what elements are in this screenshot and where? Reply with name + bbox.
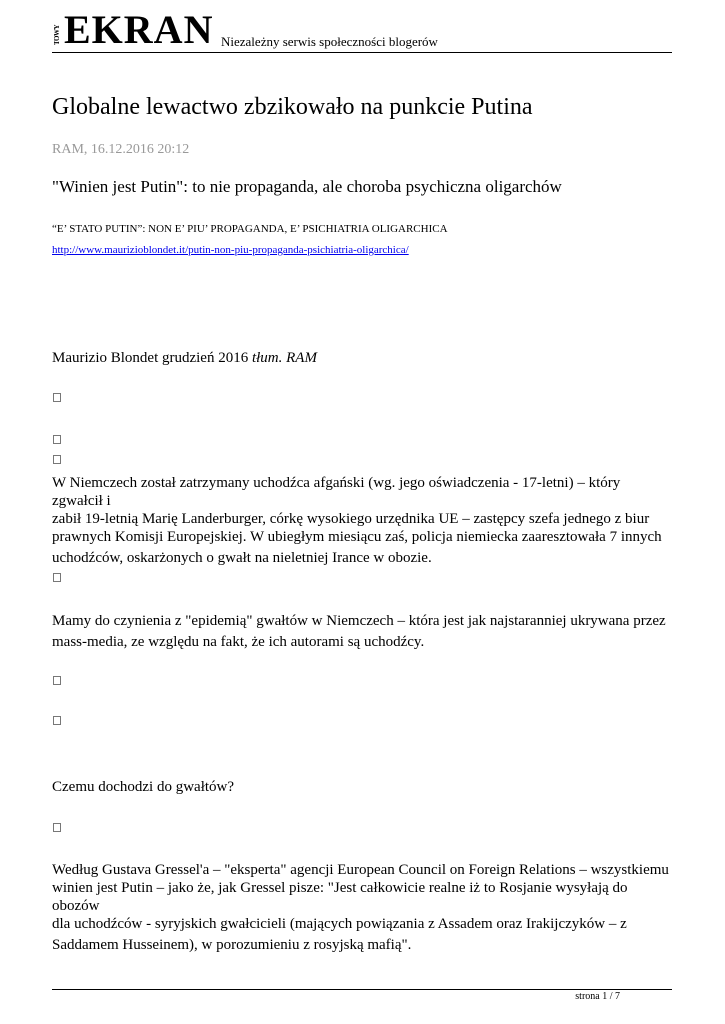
header-divider — [52, 52, 672, 53]
site-tagline: Niezależny serwis społeczności blogerów — [221, 34, 438, 49]
source-link[interactable]: http://www.maurizioblondet.it/putin-non-piu-propaganda-psichiatria-oligarchica/ — [52, 244, 409, 256]
paragraph-line: W Niemczech został zatrzymany uchodźca afgański (wg. jego oświadczenia - 17-letni) – który zgwałcił i — [52, 475, 621, 509]
paragraph-line: dla uchodźców - syryjskich gwałcicieli (mających powiązania z Assadem oraz Irakijczyków – z — [52, 916, 627, 932]
footer-divider — [52, 989, 672, 990]
byline-translator: tłum. RAM — [251, 350, 317, 366]
logo-small-text: TOWY — [53, 24, 61, 46]
paragraph-line: Według Gustava Gressel'a – "eksperta" agencji European Council on Foreign Relations – wszystkiemu — [52, 862, 669, 878]
page-number: strona 1 / 7 — [575, 991, 620, 1002]
paragraph-2 — [52, 612, 670, 651]
paragraph-line: winien jest Putin – jako że, jak Gressel pisze: "Jest całkowicie realne iż to Rosjanie wysyłają do obozów — [52, 880, 628, 914]
paragraph-line: Saddamem Husseinem), w porozumieniu z rosyjską mafią". — [52, 937, 412, 953]
image-placeholder-icon — [53, 676, 61, 685]
paragraph-line: mass-media, ze względu na fakt, że ich autorami są uchodźcy. — [52, 634, 425, 650]
byline-author: Maurizio Blondet grudzień 2016 — [52, 350, 252, 366]
image-placeholder-icon — [53, 455, 61, 464]
paragraph-1 — [52, 474, 670, 567]
article-meta: RAM, 16.12.2016 20:12 — [52, 142, 190, 157]
paragraph-3: Czemu dochodzi do gwałtów? — [52, 779, 235, 795]
paragraph-4 — [52, 861, 670, 954]
article-lead: "Winien jest Putin": to nie propaganda, ale choroba psychiczna oligarchów — [52, 177, 562, 196]
image-placeholder-icon — [53, 393, 61, 402]
article-byline — [52, 350, 317, 367]
paragraph-line: zabił 19-letnią Marię Landerburger, córkę wysokiego urzędnika UE – zastępcy szefa jednego z biur — [52, 511, 650, 527]
image-placeholder-icon — [53, 435, 61, 444]
article-title: Globalne lewactwo zbzikowało na punkcie Putina — [52, 94, 533, 120]
paragraph-line: prawnych Komisji Europejskiej. W ubiegłym miesiącu zaś, policja niemiecka zaaresztowała 7 innych — [52, 529, 662, 545]
source-title: “E’ STATO PUTIN”: NON E’ PIU’ PROPAGANDA, E’ PSICHIATRIA OLIGARCHICA — [52, 223, 448, 235]
logo-text: EKRAN — [64, 7, 214, 52]
image-placeholder-icon — [53, 716, 61, 725]
image-placeholder-icon — [53, 573, 61, 582]
image-placeholder-icon — [53, 823, 61, 832]
paragraph-line: Mamy do czynienia z "epidemią" gwałtów w Niemczech – która jest jak najstaranniej ukrywana przez — [52, 613, 666, 629]
paragraph-line: uchodźców, oskarżonych o gwałt na nieletniej Irance w obozie. — [52, 550, 432, 566]
site-header — [52, 7, 672, 52]
